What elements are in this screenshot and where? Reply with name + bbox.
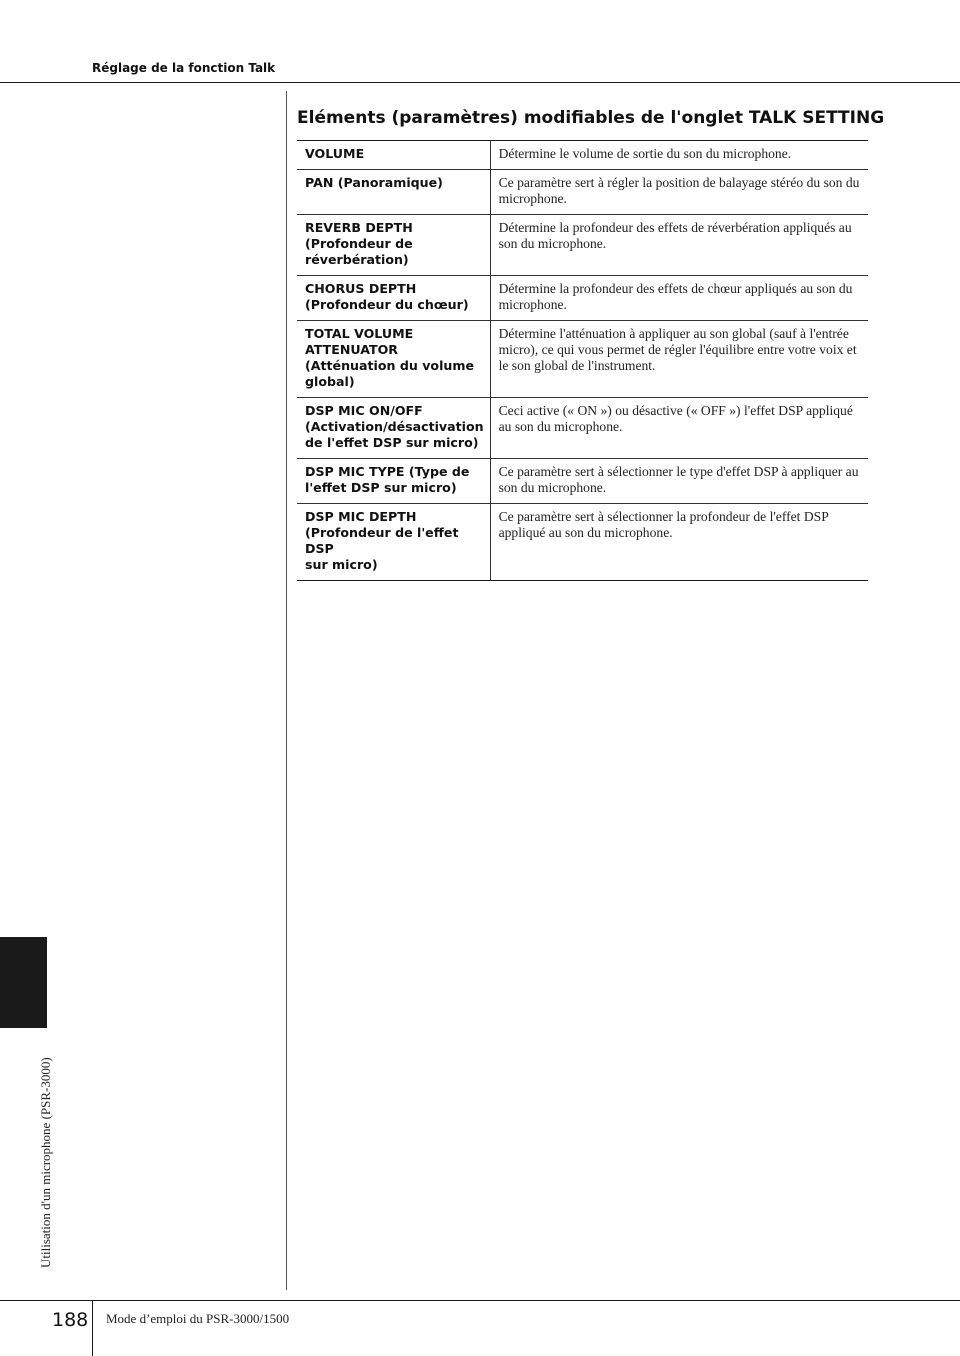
- parameter-name: [297, 215, 490, 276]
- parameter-description: Ce paramètre sert à sélectionner la profondeur de l'effet DSP appliqué au son du microphone.: [490, 504, 868, 581]
- table-row: [297, 215, 868, 276]
- parameter-name-line: VOLUME: [305, 146, 365, 161]
- parameter-name-line: réverbération): [305, 252, 409, 267]
- table-row: [297, 504, 868, 581]
- parameter-name: [297, 459, 490, 504]
- parameter-name-line: de l'effet DSP sur micro): [305, 435, 479, 450]
- table-row: [297, 398, 868, 459]
- parameter-name-line: global): [305, 374, 355, 389]
- parameter-name-line: (Profondeur de: [305, 236, 413, 251]
- manual-title: Mode d’emploi du PSR-3000/1500: [106, 1311, 290, 1326]
- parameter-name-line: (Atténuation du volume: [305, 358, 475, 373]
- parameter-description: Détermine le volume de sortie du son du microphone.: [490, 141, 868, 170]
- section-title: Eléments (paramètres) modifiables de l'onglet TALK SETTING: [297, 108, 885, 128]
- parameter-name: [297, 504, 490, 581]
- parameter-name-line: (Profondeur du chœur): [305, 297, 469, 312]
- parameter-name-line: DSP MIC DEPTH: [305, 509, 417, 524]
- parameter-name: [297, 276, 490, 321]
- parameter-name-line: PAN (Panoramique): [305, 175, 443, 190]
- table-row: [297, 459, 868, 504]
- parameter-name-line: DSP MIC ON/OFF: [305, 403, 423, 418]
- parameter-table-body: [297, 141, 868, 581]
- parameter-name-line: CHORUS DEPTH: [305, 281, 417, 296]
- chapter-tab: [0, 937, 47, 1028]
- parameter-name: [297, 170, 490, 215]
- parameter-name-line: DSP MIC TYPE (Type de: [305, 464, 470, 479]
- parameter-name-line: ATTENUATOR: [305, 342, 398, 357]
- parameter-description: Ceci active (« ON ») ou désactive (« OFF ») l'effet DSP appliqué au son du microphone.: [490, 398, 868, 459]
- parameter-name-line: TOTAL VOLUME: [305, 326, 414, 341]
- footer-divider: [92, 1300, 93, 1356]
- parameter-description: Ce paramètre sert à sélectionner le type d'effet DSP à appliquer au son du microphone.: [490, 459, 868, 504]
- parameter-name-line: l'effet DSP sur micro): [305, 480, 457, 495]
- chapter-label: Utilisation d'un microphone (PSR-3000): [38, 1057, 53, 1268]
- table-row: [297, 276, 868, 321]
- parameter-description: Détermine la profondeur des effets de réverbération appliqués au son du microphone.: [490, 215, 868, 276]
- parameter-name-line: sur micro): [305, 557, 378, 572]
- parameter-name-line: (Profondeur de l'effet DSP: [305, 525, 459, 556]
- parameter-description: Détermine la profondeur des effets de chœur appliqués au son du microphone.: [490, 276, 868, 321]
- margin-rule: [286, 91, 287, 1290]
- page-number: 188: [52, 1309, 89, 1331]
- parameter-name: [297, 398, 490, 459]
- running-head: Réglage de la fonction Talk: [92, 61, 276, 75]
- parameter-table: [297, 140, 868, 581]
- top-rule: [0, 82, 960, 83]
- table-row: [297, 170, 868, 215]
- bottom-rule: [0, 1300, 960, 1301]
- parameter-name: [297, 321, 490, 398]
- parameter-name-line: (Activation/désactivation: [305, 419, 484, 434]
- parameter-description: Détermine l'atténuation à appliquer au son global (sauf à l'entrée micro), ce qui vous permet de régler l'équilibre entre votre voix et le son global de l'instrument.: [490, 321, 868, 398]
- parameter-description: Ce paramètre sert à régler la position de balayage stéréo du son du microphone.: [490, 170, 868, 215]
- table-row: [297, 141, 868, 170]
- parameter-name: [297, 141, 490, 170]
- table-row: [297, 321, 868, 398]
- parameter-name-line: REVERB DEPTH: [305, 220, 413, 235]
